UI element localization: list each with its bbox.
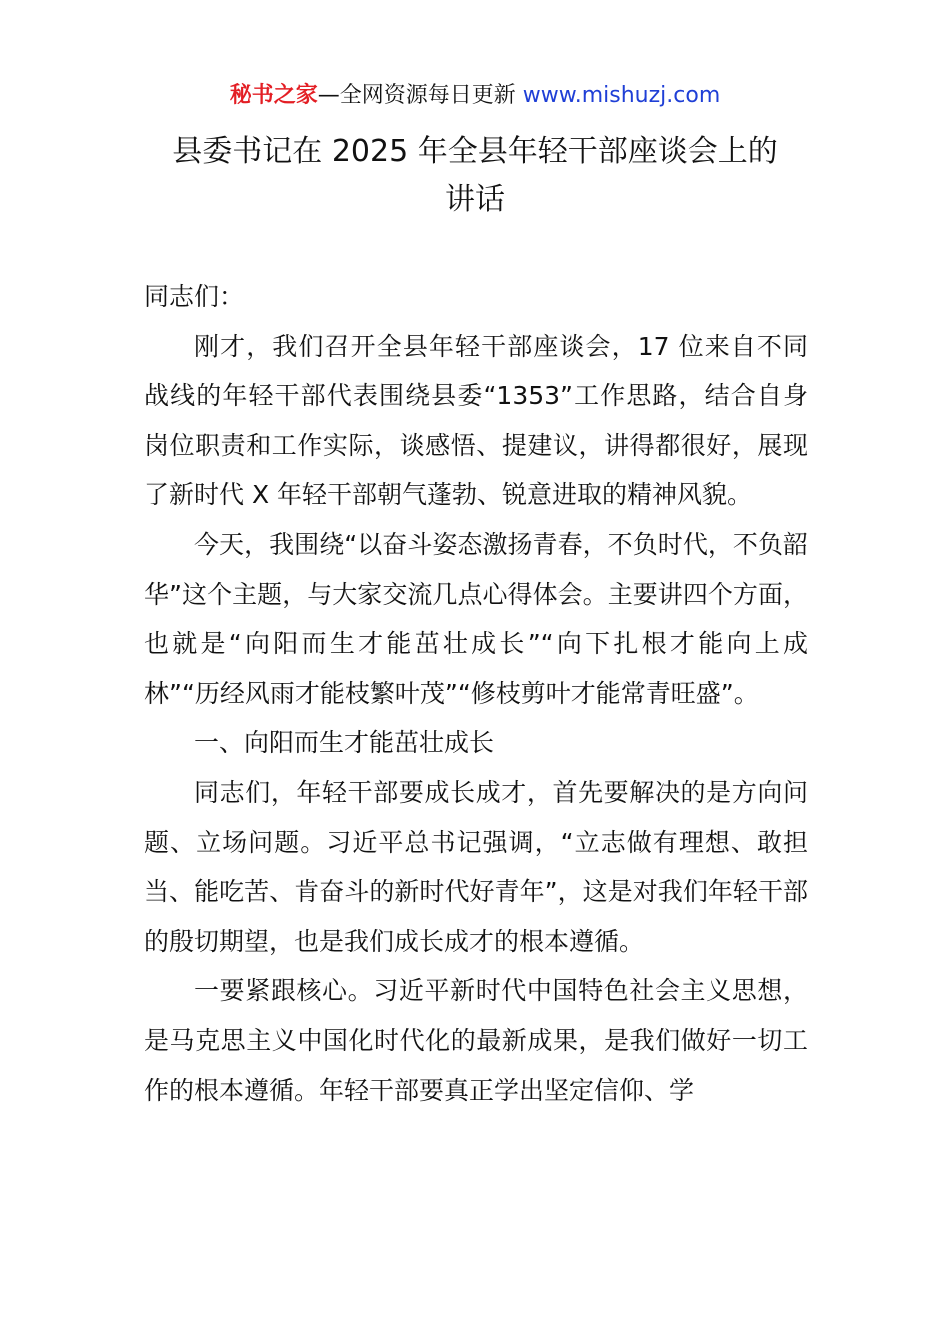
site-name: 秘书之家 [229,83,318,108]
document-title-line-1: 县委书记在 2025 年全县年轻干部座谈会上的 [172,134,778,169]
site-header [0,80,950,112]
document-body [144,272,808,1115]
document-title [120,128,830,224]
paragraph: 今天，我围绕“以奋斗姿态激扬青春，不负时代，不负韶华”这个主题，与大家交流几点心得体会。主要讲四个方面，也就是“向阳而生才能茁壮成长”“向下扎根才能向上成林”“历经风雨才能枝繁叶茂”“修枝剪叶才能常青旺盛”。 [144,529,808,708]
paragraph: 刚才，我们召开全县年轻干部座谈会，17 位来自不同战线的年轻干部代表围绕县委“1353”工作思路，结合自身岗位职责和工作实际，谈感悟、提建议，讲得都很好，展现了新时代 X 年轻干部朝气蓬勃、锐意进取的精神风貌。 [144,331,808,510]
site-tagline: —全网资源每日更新 [317,83,523,108]
salutation: 同志们： [144,282,245,311]
site-url[interactable]: www.mishuzj.com [522,83,721,108]
paragraph: 一要紧跟核心。习近平新时代中国特色社会主义思想，是马克思主义中国化时代化的最新成果，是我们做好一切工作的根本遵循。年轻干部要真正学出坚定信仰、学 [144,976,808,1105]
paragraph: 同志们，年轻干部要成长成才，首先要解决的是方向问题、立场问题。习近平总书记强调，“立志做有理想、敢担当、能吃苦、肯奋斗的新时代好青年”，这是对我们年轻干部的殷切期望，也是我们成长成才的根本遵循。 [144,777,808,956]
document-title-line-2: 讲话 [445,182,505,217]
section-heading: 一、向阳而生才能茁壮成长 [194,728,495,758]
